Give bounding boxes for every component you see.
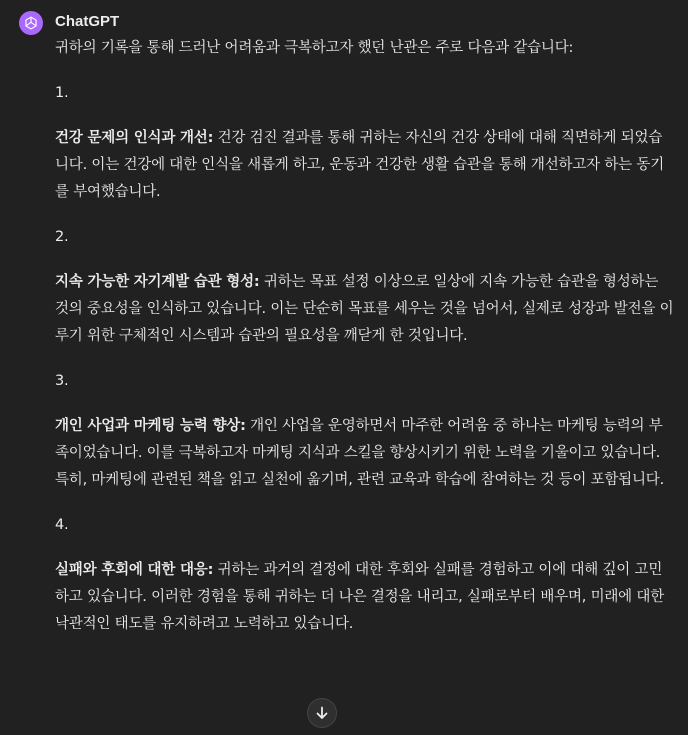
list-item-body: 건강 검진 결과를 통해 귀하는 자신의 건강 상태에 대해 직면하게 되었습니다. 이는 건강에 대한 인식을 새롭게 하고, 운동과 건강한 생활 습관을 통해 개선하고자 하는 동기를 부여했습니다. [55,130,665,200]
list-item [55,269,675,350]
list-item [55,557,675,638]
openai-logo-icon [23,15,39,31]
list-item-title: 건강 문제의 인식과 개선: [55,130,214,146]
chatgpt-avatar [19,11,43,35]
list-item-body: 개인 사업을 운영하면서 마주한 어려움 중 하나는 마케팅 능력의 부족이었습니다. 이를 극복하고자 마케팅 지식과 스킬을 향상시키기 위한 노력을 기울이고 있습니다. 특히, 마케팅에 관련된 책을 읽고 실천에 옮기며, 관련 교육과 학습에 참여하는 것 등이 포함됩니다. [55,418,665,488]
scroll-to-bottom-button[interactable] [307,698,337,728]
arrow-down-icon [314,705,330,721]
message-author: ChatGPT [55,13,120,30]
list-number: 3. [55,373,69,389]
list-item [55,125,675,206]
list-item-body: 귀하는 목표 설정 이상으로 일상에 지속 가능한 습관을 형성하는 것의 중요성을 인식하고 있습니다. 이는 단순히 목표를 세우는 것을 넘어서, 실제로 성장과 발전을 이루기 위한 구체적인 시스템과 습관의 필요성을 깨닫게 한 것입니다. [55,274,674,344]
list-item [55,413,675,494]
list-number: 2. [55,229,69,245]
list-item-title: 실패와 후회에 대한 대응: [55,562,214,578]
list-item-body: 귀하는 과거의 결정에 대한 후회와 실패를 경험하고 이에 대해 깊이 고민하고 있습니다. 이러한 경험을 통해 귀하는 더 나은 결정을 내리고, 실패로부터 배우며, 미래에 대한 낙관적인 태도를 유지하려고 노력하고 있습니다. [55,562,665,632]
list-item-title: 개인 사업과 마케팅 능력 향상: [55,418,246,434]
list-number: 4. [55,517,69,533]
list-number: 1. [55,85,69,101]
message-intro: 귀하의 기록을 통해 드러난 어려움과 극복하고자 했던 난관은 주로 다음과 같습니다: [55,40,574,56]
message-content [55,35,675,656]
list-item-title: 지속 가능한 자기계발 습관 형성: [55,274,260,290]
